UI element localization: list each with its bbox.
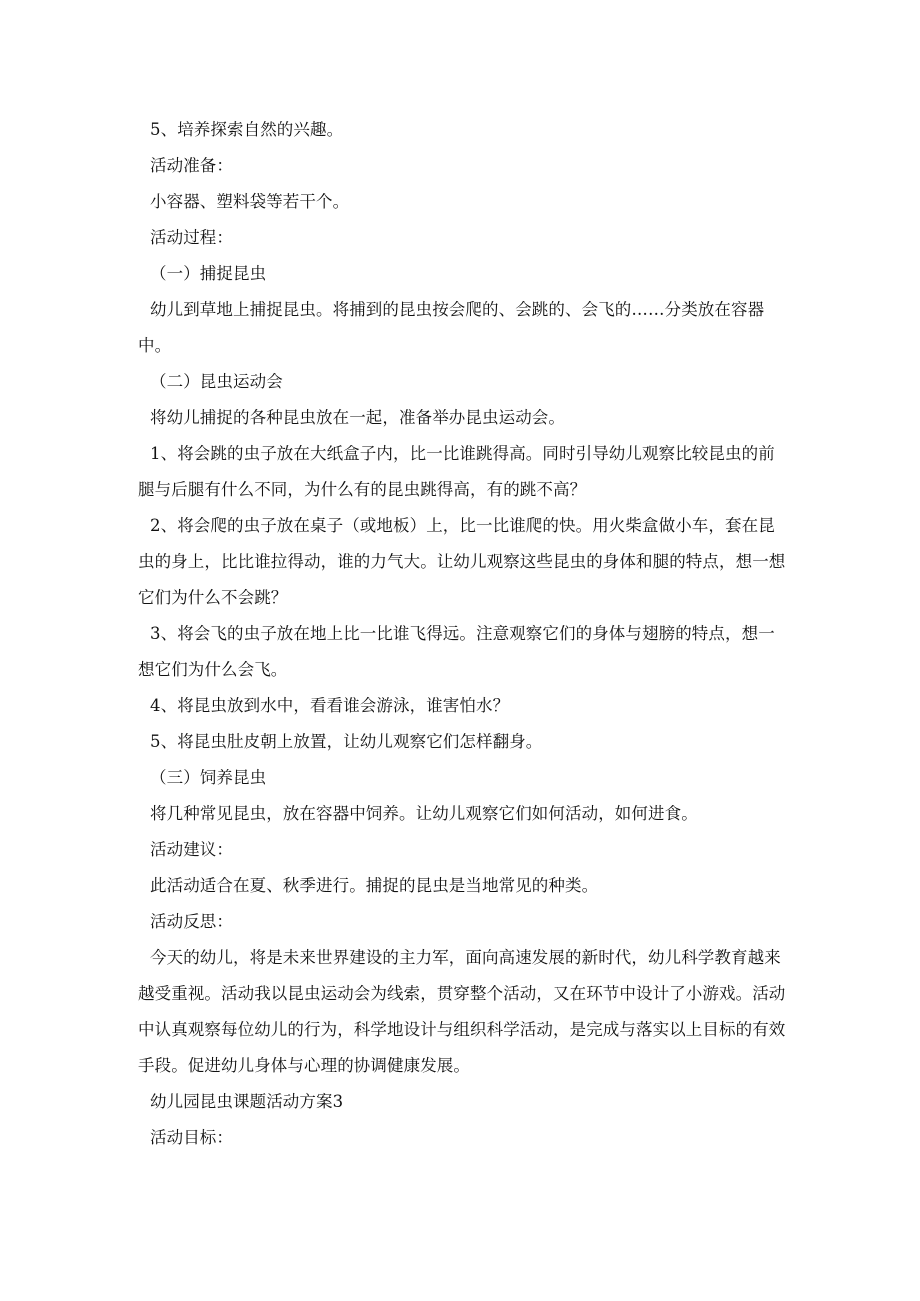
paragraph-catch-insects: 幼儿到草地上捕捉昆虫。将捕到的昆虫按会爬的、会跳的、会飞的……分类放在容器中。 [138, 300, 765, 355]
paragraph-sports-meet-intro: 将幼儿捕捉的各种昆虫放在一起，准备举办昆虫运动会。 [150, 408, 565, 427]
paragraph-step-4: 4、将昆虫放到水中，看看谁会游泳，谁害怕水？ [150, 696, 510, 715]
paragraph-step-1: 1、将会跳的虫子放在大纸盒子内，比一比谁跳得高。同时引导幼儿观察比较昆虫的前腿与后腿有什么不同，为什么有的昆虫跳得高，有的跳不高？ [138, 444, 775, 499]
subheading-catch-insects: （一）捕捉昆虫 [150, 264, 267, 283]
subheading-raise-insects: （三）饲养昆虫 [150, 768, 267, 787]
paragraph-materials: 小容器、塑料袋等若干个。 [150, 192, 350, 211]
heading-preparation: 活动准备： [150, 156, 233, 175]
heading-process: 活动过程： [150, 228, 233, 247]
heading-plan-3: 幼儿园昆虫课题活动方案3 [150, 1092, 344, 1111]
paragraph-reflection: 今天的幼儿，将是未来世界建设的主力军，面向高速发展的新时代，幼儿科学教育越来越受重视。活动我以昆虫运动会为线索，贯穿整个活动，又在环节中设计了小游戏。活动中认真观察每位幼儿的行为，科学地设计与组织科学活动，是完成与落实以上目标的有效手段。促进幼儿身体与心理的协调健康发展。 [138, 948, 786, 1075]
document-body [138, 112, 788, 1156]
heading-reflection: 活动反思： [150, 912, 233, 931]
paragraph-raise-insects: 将几种常见昆虫，放在容器中饲养。让幼儿观察它们如何活动，如何进食。 [150, 804, 698, 823]
heading-suggestions: 活动建议： [150, 840, 233, 859]
subheading-sports-meet: （二）昆虫运动会 [150, 372, 283, 391]
heading-goals: 活动目标： [150, 1128, 233, 1147]
paragraph-goal-5: 5、培养探索自然的兴趣。 [150, 120, 344, 139]
paragraph-suggestions: 此活动适合在夏、秋季进行。捕捉的昆虫是当地常见的种类。 [150, 876, 599, 895]
paragraph-step-2: 2、将会爬的虫子放在桌子（或地板）上，比一比谁爬的快。用火柴盒做小车，套在昆虫的身上，比比谁拉得动，谁的力气大。让幼儿观察这些昆虫的身体和腿的特点，想一想它们为什么不会跳？ [138, 516, 786, 607]
paragraph-step-3: 3、将会飞的虫子放在地上比一比谁飞得远。注意观察它们的身体与翅膀的特点，想一想它们为什么会飞。 [138, 624, 775, 679]
paragraph-step-5: 5、将昆虫肚皮朝上放置，让幼儿观察它们怎样翻身。 [150, 732, 543, 751]
